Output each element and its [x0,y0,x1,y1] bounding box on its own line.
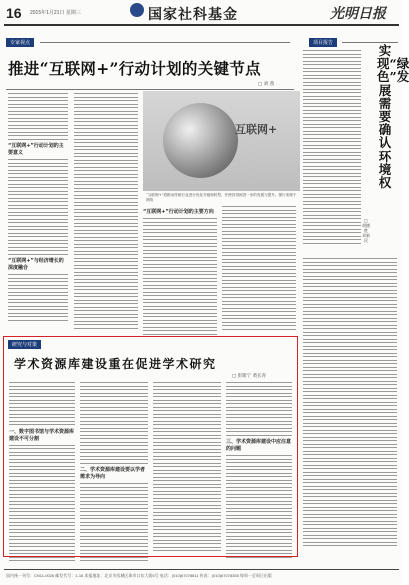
box-subhead-2: 二、学术资源库建设要以学者需求为导向 [80,467,146,480]
footer-text: 国内统一刊号：CN11-0026 邮发代号：1-16 本报地址：北京市西城区珠市口东大街5号 电话：(010)67078811 传真：(010)67078355 每周一至周日出版 [6,573,272,578]
globe-illustration [163,103,238,178]
box-text-column-1 [9,382,75,564]
left-column-tag: 专家视点 [6,38,34,47]
right-text-column-1 [303,50,361,246]
box-text-column-2 [80,382,148,564]
main-text-column-2 [74,93,138,331]
box-byline: □ 彭斯宁 黄长青 [232,374,267,379]
main-subhead-3: “互联网+”与经济增长的深度融合 [8,258,64,271]
page-number: 16 [6,5,22,21]
right-vertical-headline: 实现“绿色”发展需要确认环境权 [377,43,409,191]
main-text-column-4 [222,206,296,332]
masthead: 光明日报 [330,6,386,22]
header-rule [4,24,399,26]
right-text-column-2 [303,258,397,549]
box-subhead-3: 三、学术资源库建设中应注意的问题 [226,439,292,452]
main-subhead-1: “互联网+”行动计划的主要意义 [8,143,64,156]
main-byline: □ 刘 茜 [258,82,275,87]
nssf-logo-icon [130,3,144,17]
main-subhead-2: “互联网+”行动计划的主要方向 [143,209,214,215]
main-text-column-1 [8,93,68,323]
box-headline: 学术资源库建设重在促进学术研究 [14,357,217,371]
right-column-tag: 项目报告 [309,38,337,47]
article-photo [143,91,300,191]
box-text-column-3 [153,382,221,554]
main-text-column-3 [143,206,217,337]
box-text-column-4 [226,382,292,560]
main-headline: 推进“互联网+”行动计划的关键节点 [8,59,261,78]
headline-rule [6,89,294,90]
left-tag-rule [40,42,290,43]
photo-text: 互联网+ [235,123,278,136]
issue-date: 2015年1月21日 星期三 [30,10,81,16]
section-title: 国家社科基金 [148,7,238,23]
box-subhead-1: 一、数字图书馆与学术资源库建设不可分割 [9,428,75,442]
right-byline: □ 胡德胜 邓新民 [362,218,370,243]
footer-rule [4,569,399,570]
photo-caption: “互联网+”将推动传统行业进行优化升级和转型，并使其得到进一步的发展与提升。图片来源于网络 [146,193,297,202]
box-article-tag: 研究与对策 [8,340,41,349]
